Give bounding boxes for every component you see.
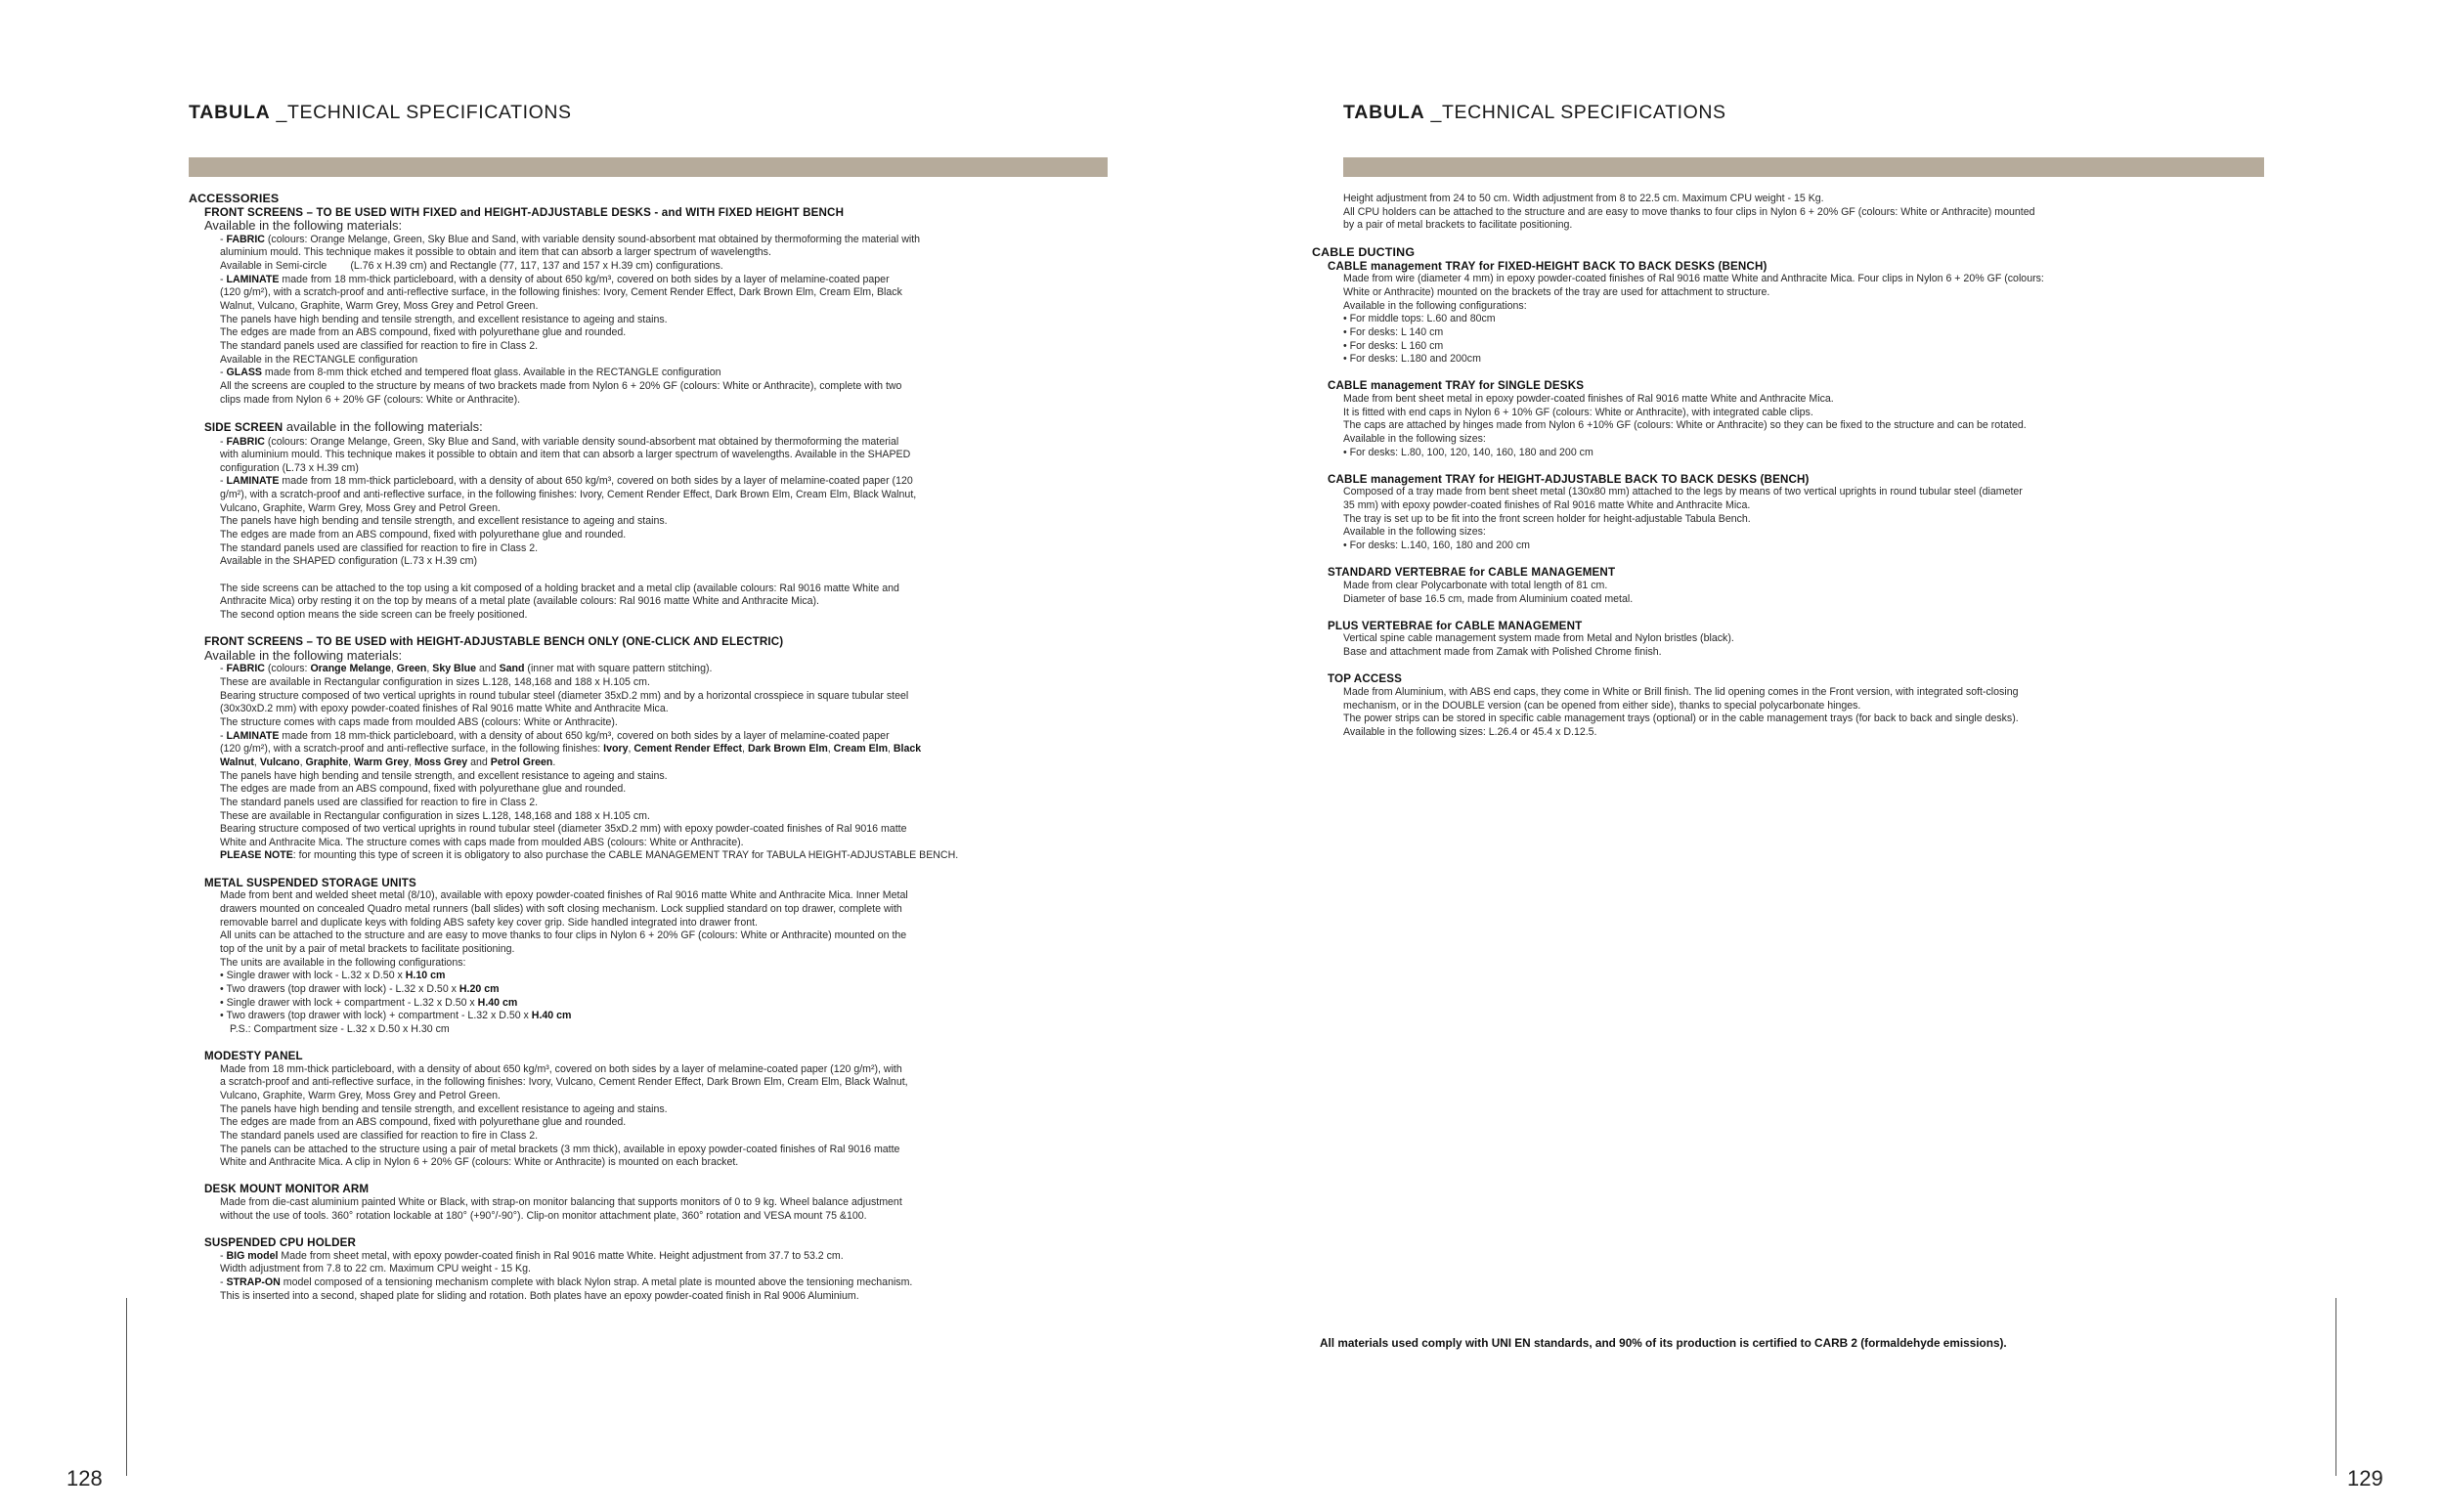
list-item: • For desks: L.80, 100, 120, 140, 160, 180 and 200 cm — [1343, 446, 1593, 458]
section-body — [204, 1063, 1108, 1170]
section-body — [1328, 393, 2241, 459]
text-line: All units can be attached to the structure and are easy to move thanks to four clips in Nylon 6 + 20% GF (colours: White or Anthracite) mounted on the — [220, 929, 907, 942]
subsection-heading: CABLE management TRAY for FIXED-HEIGHT BACK TO BACK DESKS (BENCH) — [1328, 259, 1768, 273]
text-line: Available in the RECTANGLE configuration — [220, 353, 418, 366]
text-line: - LAMINATE made from 18 mm-thick particleboard, with a density of about 650 kg/m³, covered on both sides by a layer of melamine-coated paper — [220, 729, 890, 742]
text-line: Width adjustment from 7.8 to 22 cm. Maximum CPU weight - 15 Kg. — [220, 1263, 531, 1275]
page-number: 129 — [2347, 1466, 2383, 1490]
text-line: This is inserted into a second, shaped plate for sliding and rotation. Both plates have an epoxy powder-coated finish in Ral 9006 Aluminium. — [220, 1289, 859, 1302]
availability-text: Available in the following materials: — [204, 218, 403, 234]
text-line: Vertical spine cable management system made from Metal and Nylon bristles (black). — [1343, 632, 1734, 645]
subsection-heading: SIDE SCREEN available in the following materials: — [204, 418, 483, 434]
text-line: The edges are made from an ABS compound, fixed with polyurethane glue and rounded. — [220, 783, 627, 796]
text-line: The panels have high bending and tensile strength, and excellent resistance to ageing and stains. — [220, 313, 668, 325]
text-line: 35 mm) with epoxy powder-coated finishes of Ral 9016 matte White and Anthracite Mica. — [1343, 499, 1751, 512]
section-body — [204, 889, 1108, 1036]
text-line: Available in the following sizes: — [1343, 433, 1486, 445]
page-number: 128 — [66, 1466, 103, 1490]
text-line: removable barrel and duplicate keys with folding ABS safety key cover grip. Side handled integrated into drawer front. — [220, 916, 759, 929]
text-line: Walnut, Vulcano, Graphite, Warm Grey, Moss Grey and Petrol Green. — [220, 300, 539, 313]
page-edge-rule — [126, 1298, 127, 1476]
text-line: Diameter of base 16.5 cm, made from Aluminium coated metal. — [1343, 592, 1634, 605]
text-line: The panels have high bending and tensile strength, and excellent resistance to ageing and stains. — [220, 769, 668, 782]
list-item: • For desks: L 160 cm — [1343, 339, 1444, 352]
text-line: The tray is set up to be fit into the front screen holder for height-adjustable Tabula Bench. — [1343, 512, 1751, 525]
text-line: - FABRIC (colours: Orange Melange, Green, Sky Blue and Sand, with variable density sound-absorbent mat obtained by thermoforming the material — [220, 435, 899, 448]
text-line: The structure comes with caps made from moulded ABS (colours: White or Anthracite). — [220, 715, 618, 728]
text-line: The units are available in the following configurations: — [220, 956, 466, 969]
section-heading: ACCESSORIES — [189, 192, 280, 205]
text-line: White or Anthracite) mounted on the brackets of the tray are used for attachment to structure. — [1343, 285, 1770, 298]
text-line: Bearing structure composed of two vertical uprights in round tubular steel (diameter 35xD.2 mm) and by a horizontal crosspiece in square tubular steel — [220, 689, 909, 702]
text-line: The power strips can be stored in specific cable management trays (optional) or in the cable management trays (for back to back and single desks). — [1343, 713, 2019, 725]
text-line: Available in Semi-circle (L.76 x H.39 cm) and Rectangle (77, 117, 137 and 157 x H.39 cm) configurations. — [220, 260, 723, 273]
text-line: (120 g/m²), with a scratch-proof and anti-reflective surface, in the following finishes: Ivory, Cement Render Effect, Dark Brown Elm, Cream Elm, Black — [220, 286, 902, 299]
availability-text: Available in the following materials: — [204, 647, 403, 663]
text-line: aluminium mould. This technique makes it possible to obtain and item that can absorb a larger spectrum of wavelengths. — [220, 246, 771, 259]
text-line: drawers mounted on concealed Quadro metal runners (ball slides) with soft closing mechanism. Lock supplied standard on top drawer, complete with — [220, 902, 902, 915]
text-line: Height adjustment from 24 to 50 cm. Width adjustment from 8 to 22.5 cm. Maximum CPU weight - 15 Kg. — [1343, 193, 1824, 204]
list-item: • For desks: L.180 and 200cm — [1343, 353, 1481, 366]
text-line: mechanism, or in the DOUBLE version (can be opened from either side), thanks to special polycarbonate hinges. — [1343, 699, 1861, 712]
section-body — [1328, 273, 2241, 367]
text-line: It is fitted with end caps in Nylon 6 + 10% GF (colours: White or Anthracite), with integrated cable clips. — [1343, 406, 1813, 418]
subsection-heading: TOP ACCESS — [1328, 672, 1403, 686]
list-item: • Two drawers (top drawer with lock) - L.32 x D.50 x H.20 cm — [220, 982, 500, 995]
text-line: Available in the following sizes: — [1343, 526, 1486, 539]
text-line: PLEASE NOTE: for mounting this type of screen it is obligatory to also purchase the CABLE MANAGEMENT TRAY for TABULA HEIGHT-ADJUSTABLE BENCH. — [220, 849, 959, 862]
list-item: • For middle tops: L.60 and 80cm — [1343, 313, 1496, 325]
text-line: Walnut, Vulcano, Graphite, Warm Grey, Moss Grey and Petrol Green. — [220, 756, 556, 768]
cpu-holder-section — [204, 1236, 1108, 1303]
list-item: • For desks: L.140, 160, 180 and 200 cm — [1343, 540, 1530, 552]
list-item: • For desks: L 140 cm — [1343, 325, 1444, 338]
title-text: _TECHNICAL SPECIFICATIONS — [1424, 102, 1726, 123]
text-line: without the use of tools. 360° rotation lockable at 180° (+90°/-90°). Clip-on monitor attachment plate, 360° rotation and VESA mount 75 &100. — [220, 1209, 867, 1222]
subsection-heading: FRONT SCREENS – TO BE USED WITH FIXED and HEIGHT-ADJUSTABLE DESKS - and WITH FIXED HEIGHT BENCH — [204, 205, 845, 219]
text-line: Available in the following sizes: L.26.4 or 45.4 x D.12.5. — [1343, 725, 1597, 738]
list-item: • Single drawer with lock + compartment - L.32 x D.50 x H.40 cm — [220, 996, 518, 1009]
section-body — [1328, 580, 2241, 606]
intro-text — [1312, 193, 2241, 233]
text-line: The caps are attached by hinges made from Nylon 6 +10% GF (colours: White or Anthracite) so they can be fixed to the structure and can be rotated. — [1343, 419, 2027, 432]
text-line: Made from 18 mm-thick particleboard, with a density of about 650 kg/m³, covered on both sides by a layer of melamine-coated paper (120 g/m²), with — [220, 1062, 902, 1075]
text-line: (120 g/m²), with a scratch-proof and anti-reflective surface, in the following finishes: Ivory, Cement Render Effect, Dark Brown Elm, Cream Elm, Black — [220, 743, 922, 756]
subsection-heading: METAL SUSPENDED STORAGE UNITS — [204, 876, 416, 889]
text-line: Composed of a tray made from bent sheet metal (130x80 mm) attached to the legs by means of two vertical uprights in round tubular steel (diameter — [1343, 486, 2023, 498]
page-title — [189, 102, 572, 124]
text-line: - STRAP-ON model composed of a tensioning mechanism complete with black Nylon strap. A metal plate is mounted above the tensioning mechanism. — [220, 1275, 913, 1288]
section-body — [1328, 632, 2241, 659]
subsection-heading: CABLE management TRAY for HEIGHT-ADJUSTABLE BACK TO BACK DESKS (BENCH) — [1328, 472, 1810, 486]
bench-front-screens-section — [204, 635, 1108, 863]
text-line: Made from bent sheet metal in epoxy powder-coated finishes of Ral 9016 matte White and Anthracite Mica. — [1343, 393, 1834, 406]
page-title — [1343, 102, 1726, 124]
text-line: The standard panels used are classified for reaction to fire in Class 2. — [220, 340, 539, 353]
text-line: All the screens are coupled to the structure by means of two brackets made from Nylon 6 + 20% GF (colours: White or Anthracite), complete with two — [220, 380, 902, 393]
text-line: White and Anthracite Mica. The structure comes with caps made from moulded ABS (colours: White or Anthracite). — [220, 836, 744, 848]
section-body — [1328, 486, 2241, 552]
cable-tray-bench-section — [1328, 260, 2241, 367]
subsection-heading: DESK MOUNT MONITOR ARM — [204, 1183, 370, 1196]
text-line: - GLASS made from 8-mm thick etched and tempered float glass. Available in the RECTANGLE configuration — [220, 367, 721, 379]
text-line: The panels have high bending and tensile strength, and excellent resistance to ageing and stains. — [220, 515, 668, 528]
text-line: Made from clear Polycarbonate with total length of 81 cm. — [1343, 579, 1608, 591]
text-line: The standard panels used are classified for reaction to fire in Class 2. — [220, 1129, 539, 1142]
front-screens-section — [204, 206, 1108, 408]
compliance-footnote: All materials used comply with UNI EN standards, and 90% of its production is certified to CARB 2 (formaldehyde emissions). — [1320, 1336, 2007, 1350]
section-heading: CABLE DUCTING — [1312, 244, 1416, 259]
subsection-heading: SUSPENDED CPU HOLDER — [204, 1235, 357, 1249]
section-body — [204, 1250, 1108, 1304]
text-line: The edges are made from an ABS compound, fixed with polyurethane glue and rounded. — [220, 1116, 627, 1129]
subsection-heading: CABLE management TRAY for SINGLE DESKS — [1328, 379, 1585, 393]
text-line: Made from Aluminium, with ABS end caps, they come in White or Brill finish. The lid opening comes in the Front version, with integrated soft-closing — [1343, 685, 2019, 698]
text-line: The standard panels used are classified for reaction to fire in Class 2. — [220, 541, 539, 554]
text-line: g/m²), with a scratch-proof and anti-reflective surface, in the following finishes: Ivory, Cement Render Effect, Dark Brown Elm, Cream Elm, Black Walnut, — [220, 489, 917, 501]
text-line: These are available in Rectangular configuration in sizes L.128, 148,168 and 188 x H.105 cm. — [220, 675, 650, 688]
section-body — [204, 663, 1108, 863]
text-line: Made from die-cast aluminium painted White or Black, with strap-on monitor balancing that supports monitors of 0 to 9 kg. Wheel balance adjustment — [220, 1196, 902, 1209]
text-line: a scratch-proof and anti-reflective surface, in the following finishes: Ivory, Vulcano, Cement Render Effect, Dark Brown Elm, Cream Elm, Black Walnut, — [220, 1076, 908, 1089]
left-content — [189, 193, 1108, 1303]
title-band — [189, 157, 1108, 177]
text-line: The edges are made from an ABS compound, fixed with polyurethane glue and rounded. — [220, 529, 627, 541]
text-line: - LAMINATE made from 18 mm-thick particleboard, with a density of about 650 kg/m³, covered on both sides by a layer of melamine-coated paper (120 — [220, 475, 913, 488]
text-line: configuration (L.73 x H.39 cm) — [220, 461, 359, 474]
text-line: - FABRIC (colours: Orange Melange, Green, Sky Blue and Sand (inner mat with square pattern stitching). — [220, 663, 713, 675]
standard-vertebrae-section — [1328, 566, 2241, 606]
section-body — [204, 436, 1108, 623]
subsection-heading: MODESTY PANEL — [204, 1050, 303, 1062]
text-line: The panels have high bending and tensile strength, and excellent resistance to ageing and stains. — [220, 1102, 668, 1115]
text-line: clips made from Nylon 6 + 20% GF (colours: White or Anthracite). — [220, 393, 521, 406]
text-line: by a pair of metal brackets to facilitate positioning. — [1343, 219, 1573, 232]
text-line: (30x30xD.2 mm) with epoxy powder-coated finishes of Ral 9016 matte White and Anthracite Mica. — [220, 703, 669, 715]
text-line: - LAMINATE made from 18 mm-thick particleboard, with a density of about 650 kg/m³, covered on both sides by a layer of melamine-coated paper — [220, 273, 890, 285]
title-brand: TABULA — [189, 102, 271, 123]
text-line: Available in the SHAPED configuration (L.73 x H.39 cm) — [220, 555, 478, 568]
monitor-arm-section — [204, 1183, 1108, 1223]
subsection-heading: FRONT SCREENS – TO BE USED with HEIGHT-ADJUSTABLE BENCH ONLY (ONE-CLICK AND ELECTRIC) — [204, 635, 784, 649]
text-line: Bearing structure composed of two vertical uprights in round tubular steel (diameter 35xD.2 mm) with epoxy powder-coated finishes of Ral 9016 matte — [220, 823, 907, 836]
page-edge-rule — [2335, 1298, 2336, 1476]
text-line: with aluminium mould. This technique makes it possible to obtain and item that can absorb a larger spectrum of wavelengths. Available in the SHAPED — [220, 449, 911, 461]
modesty-panel-section — [204, 1050, 1108, 1170]
section-body — [204, 1196, 1108, 1223]
text-line: White and Anthracite Mica. A clip in Nylon 6 + 20% GF (colours: White or Anthracite) is mounted on each bracket. — [220, 1156, 739, 1169]
text-line: All CPU holders can be attached to the structure and are easy to move thanks to four clips in Nylon 6 + 20% GF (colours: White or Anthracite) mounted — [1343, 205, 2035, 218]
text-line: - FABRIC (colours: Orange Melange, Green, Sky Blue and Sand, with variable density sound-absorbent mat obtained by thermoforming the material with — [220, 233, 921, 245]
text-line: Vulcano, Graphite, Warm Grey, Moss Grey and Petrol Green. — [220, 501, 501, 514]
subsection-heading: PLUS VERTEBRAE for CABLE MANAGEMENT — [1328, 619, 1583, 632]
text-line: top of the unit by a pair of metal brackets to facilitate positioning. — [220, 942, 515, 955]
text-line: Available in the following configurations: — [1343, 299, 1527, 312]
text-line: These are available in Rectangular configuration in sizes L.128, 148,168 and 188 x H.105 cm. — [220, 809, 650, 822]
text-line: The panels can be attached to the structure using a pair of metal brackets (3 mm thick), available in epoxy powder-coated finishes of Ral 9016 matte — [220, 1143, 900, 1155]
text-line: The edges are made from an ABS compound, fixed with polyurethane glue and rounded. — [220, 326, 627, 339]
text-line: The second option means the side screen can be freely positioned. — [220, 608, 528, 621]
section-body — [204, 234, 1108, 408]
cable-tray-single-section — [1328, 379, 2241, 459]
text-line: The side screens can be attached to the top using a kit composed of a holding bracket and a metal clip (available colours: Ral 9016 matte White and — [220, 582, 899, 594]
top-access-section — [1328, 672, 2241, 739]
text-line: Base and attachment made from Zamak with Polished Chrome finish. — [1343, 646, 1662, 659]
title-brand: TABULA — [1343, 102, 1425, 123]
cable-tray-adjustable-section — [1328, 473, 2241, 553]
text-line: Made from wire (diameter 4 mm) in epoxy powder-coated finishes of Ral 9016 matte White and Anthracite Mica. Four clips in Nylon 6 + 20% GF (colours: — [1343, 273, 2044, 285]
plus-vertebrae-section — [1328, 620, 2241, 660]
section-body — [1328, 686, 2241, 740]
text-line: Anthracite Mica) orby resting it on the top by means of a metal plate (available colours: Ral 9016 matte White and Anthracite Mica). — [220, 595, 819, 608]
title-band — [1343, 157, 2264, 177]
title-text: _TECHNICAL SPECIFICATIONS — [270, 102, 572, 123]
right-content — [1312, 193, 2241, 739]
side-screen-section — [204, 420, 1108, 623]
storage-units-section — [204, 877, 1108, 1037]
list-item: • Single drawer with lock - L.32 x D.50 x H.10 cm — [220, 970, 446, 982]
text-line: Made from bent and welded sheet metal (8/10), available with epoxy powder-coated finishes of Ral 9016 matte White and Anthracite Mica. Inner Metal — [220, 889, 908, 902]
text-line: P.S.: Compartment size - L.32 x D.50 x H.30 cm — [230, 1022, 450, 1035]
text-line: The standard panels used are classified for reaction to fire in Class 2. — [220, 796, 539, 808]
subsection-heading: STANDARD VERTEBRAE for CABLE MANAGEMENT — [1328, 566, 1616, 580]
text-line: - BIG model Made from sheet metal, with epoxy powder-coated finish in Ral 9016 matte White. Height adjustment from 37.7 to 53.2 cm. — [220, 1249, 844, 1262]
text-line: Vulcano, Graphite, Warm Grey, Moss Grey and Petrol Green. — [220, 1089, 501, 1102]
list-item: • Two drawers (top drawer with lock) + compartment - L.32 x D.50 x H.40 cm — [220, 1010, 572, 1022]
